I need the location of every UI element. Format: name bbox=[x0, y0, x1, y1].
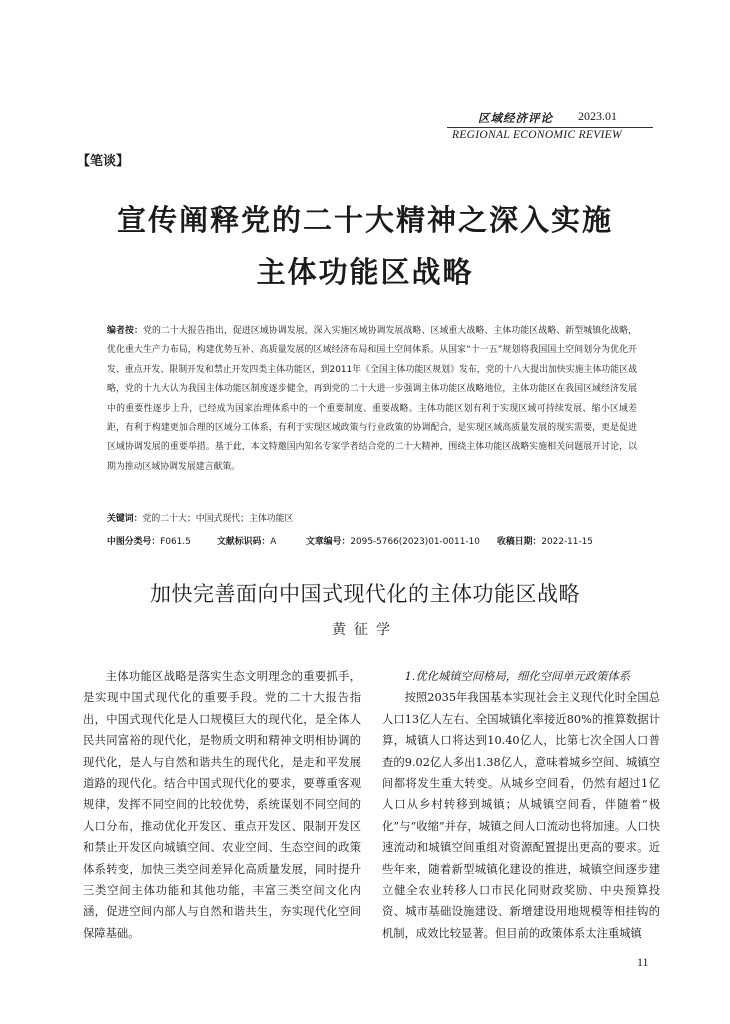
article-title: 加快完善面向中国式现代化的主体功能区战略 bbox=[150, 582, 580, 606]
header-divider bbox=[447, 127, 653, 128]
article-number bbox=[306, 534, 480, 547]
clc-value: F061.5 bbox=[160, 537, 191, 547]
clc-number bbox=[107, 534, 191, 547]
received-date-value: 2022-11-15 bbox=[541, 537, 593, 547]
keywords-label: 关键词： bbox=[107, 514, 143, 524]
body-paragraph: 按照2035年我国基本实现社会主义现代化时全国总人口13亿人左右、全国城镇化率接近80%的推算数据计算，城镇人口将达到10.40亿人，比第七次全国人口普查的9.02亿人多出1.38亿人，意味着城乡空间、城镇空间都将发生重大转变。从城乡空间看，仍然有超过1亿人口从乡村转移到城镇；从城镇空间看，伴随着“极化”与“收缩”并存，城镇之间人口流动也将加速。人口快速流动和城镇空间重组对资源配置提出更高的要求。近些年来，随着新型城镇化建设的推进，城镇空间逐步建立健全农业转移人口市民化同财政奖励、中央预算投资、城市基础设施建设、新增建设用地规模等相挂钩的机制，成效比较显著。但目前的政策体系太注重城镇 bbox=[382, 691, 660, 940]
document-code-label: 文献标识码： bbox=[217, 537, 271, 547]
received-date bbox=[497, 534, 593, 547]
keywords-text: 党的二十大；中国式现代；主体功能区 bbox=[142, 514, 294, 524]
document-code bbox=[217, 534, 276, 547]
author-name: 黄征学 bbox=[332, 622, 398, 638]
editor-note bbox=[107, 322, 637, 477]
section-subheading: 1.优化城镇空间格局，细化空间单元政策体系 bbox=[404, 670, 631, 683]
clc-label: 中图分类号： bbox=[107, 537, 161, 547]
page-title-line-2: 主体功能区战略 bbox=[256, 255, 474, 289]
page-number: 11 bbox=[637, 955, 649, 969]
keywords bbox=[107, 511, 293, 524]
page-title-line-1: 宣传阐释党的二十大精神之深入实施 bbox=[116, 203, 613, 237]
article-number-value: 2095-5766(2023)01-0011-10 bbox=[350, 537, 480, 547]
document-code-value: A bbox=[270, 537, 277, 547]
article-number-label: 文章编号： bbox=[306, 537, 351, 547]
received-date-label: 收稿日期： bbox=[497, 537, 542, 547]
column-label: 【笔谈】 bbox=[77, 154, 130, 169]
journal-name-en: REGIONAL ECONOMIC REVIEW bbox=[452, 129, 622, 141]
editor-note-text: 党的二十大报告指出，促进区域协调发展，深入实施区域协调发展战略、区域重大战略、主体功能区战略、新型城镇化战略，优化重大生产力布局，构建优势互补、高质量发展的区域经济布局和国土空间体系。从国家“十一五”规划将我国国土空间划分为优化开发、重点开发、限制开发和禁止开发四类主体功能区，到2011年《全国主体功能区规划》发布，党的十八大提出加快实施主体功能区战略，党的十九大认为我国主体功能区制度逐步健全，再到党的二十大进一步强调主体功能区战略地位，主体功能区在我国区域经济发展中的重要性逐步上升，已经成为国家治理体系中的一个重要制度、重要战略。主体功能区划有利于实现区域可持续发展、缩小区域差距，有利于构建更加合理的区域分工体系，有利于实现区域政策与行业政策的协调配合，是实现区域高质量发展的现实需要，更是促进区域协调发展的重要举措。基于此，本文特邀国内知名专家学者结合党的二十大精神，围绕主体功能区战略实施相关问题展开讨论，以期为推动区域协调发展建言献策。 bbox=[107, 326, 638, 472]
journal-name-zh: 区域经济评论 bbox=[478, 111, 553, 125]
issue-number: 2023.01 bbox=[578, 109, 617, 123]
editor-note-label: 编者按： bbox=[107, 326, 143, 336]
body-paragraph: 主体功能区战略是落实生态文明理念的重要抓手，是实现中国式现代化的重要手段。党的二十大报告指出，中国式现代化是人口规模巨大的现代化，是全体人民共同富裕的现代化，是物质文明和精神文明相协调的现代化，是人与自然和谐共生的现代化，是走和平发展道路的现代化。结合中国式现代化的要求，要尊重客观规律，发挥不同空间的比较优势，系统谋划不同空间的人口分布，推动优化开发区、重点开发区、限制开发区和禁止开发区向城镇空间、农业空间、生态空间的政策体系转变，加快三类空间差异化高质量发展，同时提升三类空间主体功能和其他功能，丰富三类空间文化内涵，促进空间内部人与自然和谐共生，夯实现代化空间保障基础。 bbox=[83, 670, 361, 940]
body-column-left bbox=[83, 666, 361, 944]
body-column-right bbox=[382, 666, 660, 944]
